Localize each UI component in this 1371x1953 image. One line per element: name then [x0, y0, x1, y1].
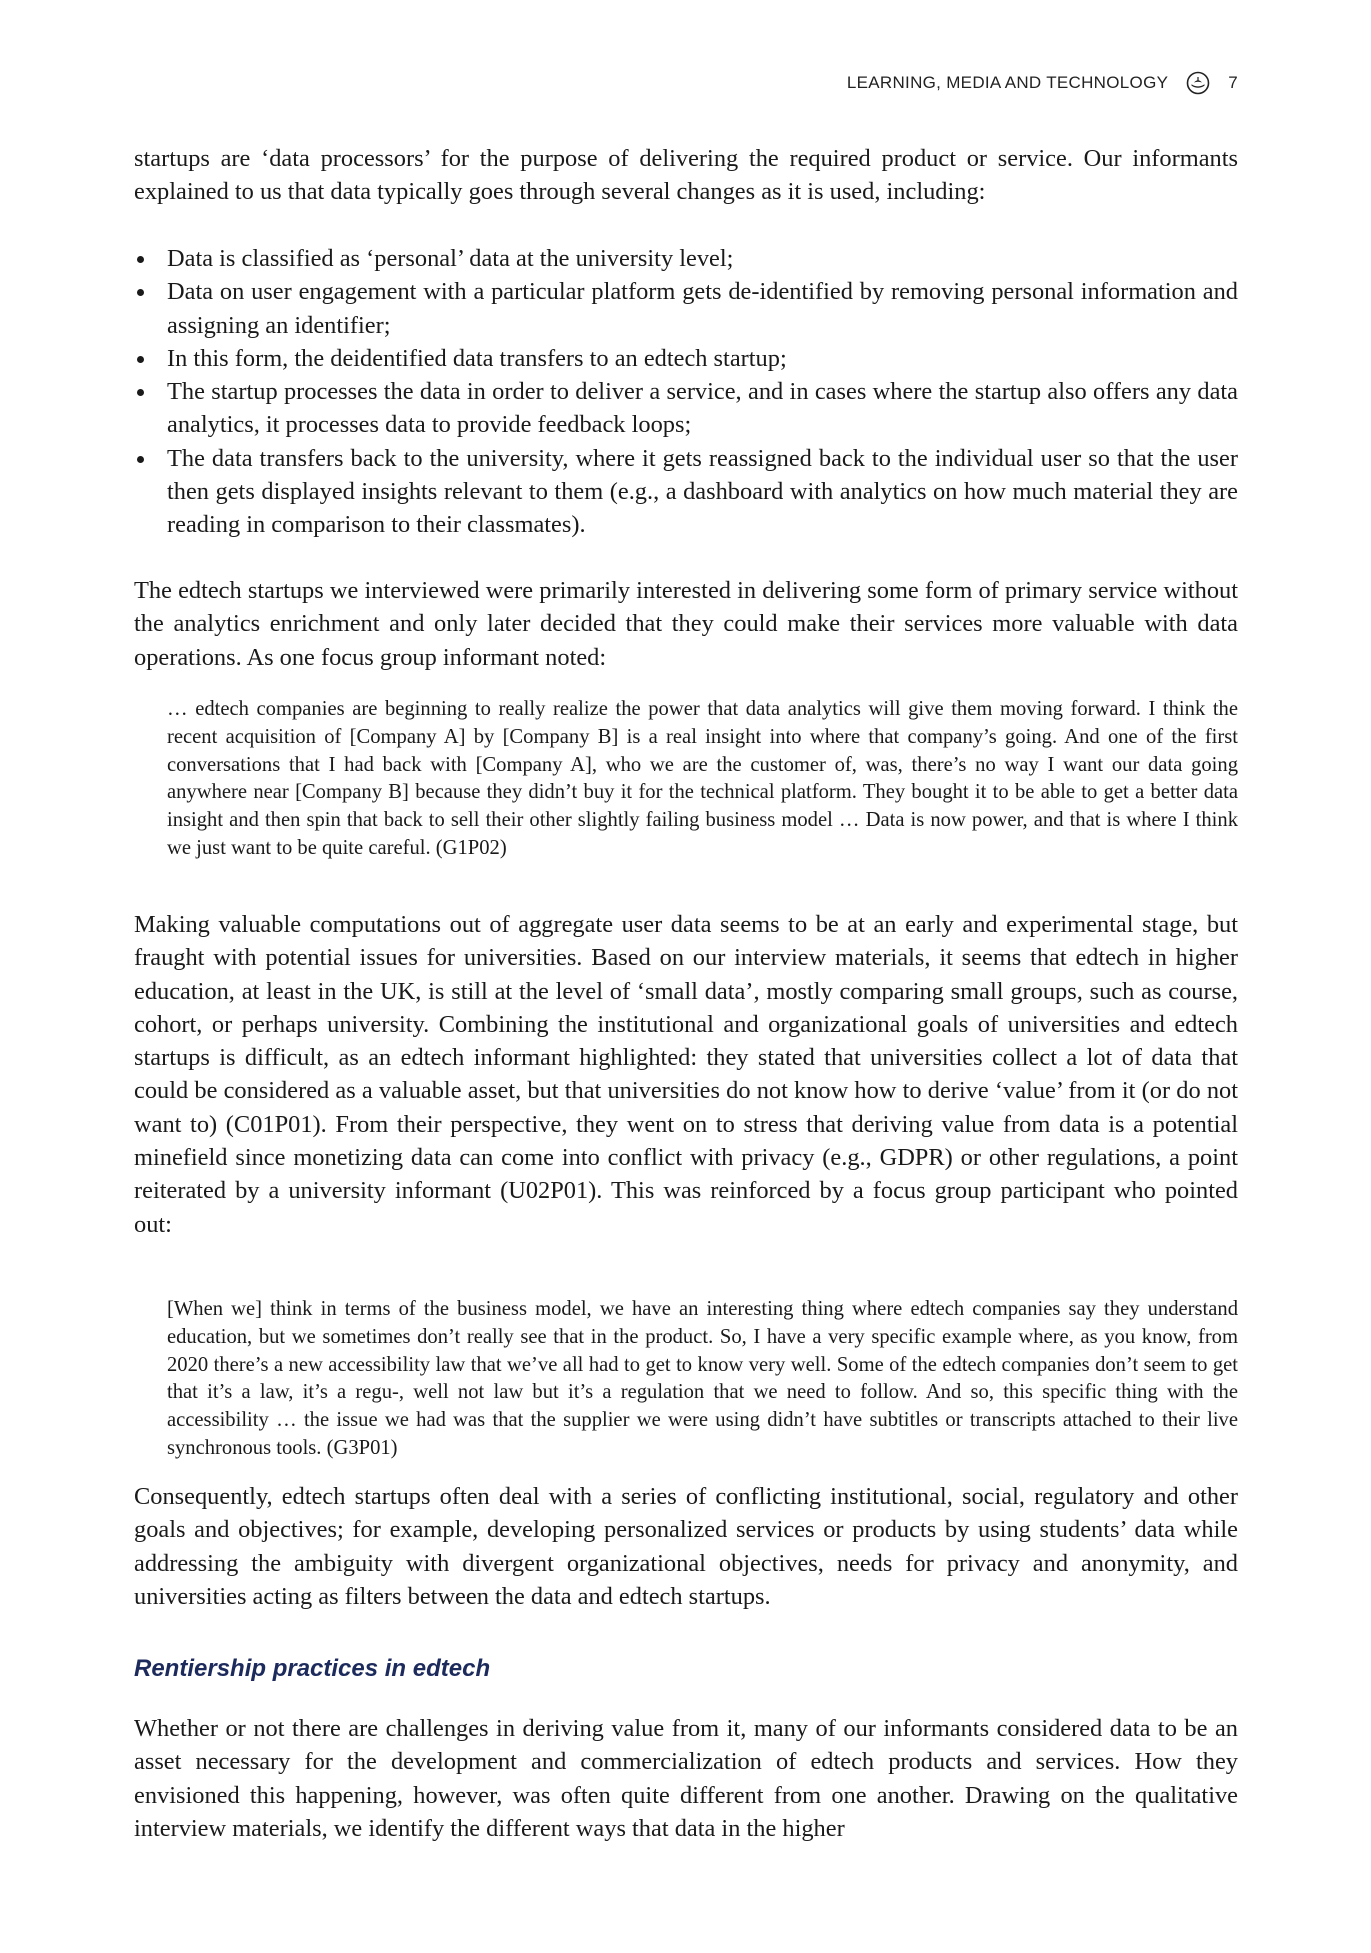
block-quote-2: [When we] think in terms of the business model, we have an interesting thing where edtech companies say they understand education, but we sometimes don’t really see that in the product. So, I have a very specific example where, as you know, from 2020 there’s a new accessibility law that we’ve all had to get to know very well. Some of the edtech companies don’t seem to get that it’s a law, it’s a regu-, well not law but it’s a regulation that we need to follow. And so, this specific thing with the accessibility … the issue we had was that the supplier we were using didn’t have subtitles or transcripts attached to their live synchronous tools. (G3P01): [167, 1298, 1238, 1459]
paragraph-4: Consequently, edtech startups often deal with a series of conflicting institutional, social, regulatory and other goals and objectives; for example, developing personalized services or products by using students’ data while addressing the ambiguity with divergent organizational objectives, needs for privacy and anonymity, and universities acting as filters between the data and edtech startups.: [134, 1483, 1238, 1610]
journal-name: LEARNING, MEDIA AND TECHNOLOGY: [846, 73, 1169, 92]
bullet-list: [134, 242, 1238, 542]
list-item: Data is classified as ‘personal’ data at the university level;: [134, 242, 1238, 275]
paragraph-2: The edtech startups we interviewed were primarily interested in delivering some form of primary service without the analytics enrichment and only later decided that they could make their services more valuable with data operations. As one focus group informant noted:: [134, 577, 1238, 671]
section-heading: Rentiership practices in edtech: [134, 1655, 491, 1682]
list-item: Data on user engagement with a particular platform gets de-identified by removing personal information and assigning an identifier;: [134, 275, 1238, 342]
page-number: 7: [1228, 73, 1238, 92]
block-quote-1: … edtech companies are beginning to really realize the power that data analytics will give them moving forward. I think the recent acquisition of [Company A] by [Company B] is a real insight into where that company’s going. And one of the first conversations that I had back with [Company A], who we are the customer of, was, there’s no way I want our data going anywhere near [Company B] because they didn’t buy it for the technical platform. They bought it to be able to get a better data insight and then spin that back to sell their other slightly failing business model … Data is now power, and that is where I think we just want to be quite careful. (G1P02): [167, 698, 1238, 859]
paragraph-3: Making valuable computations out of aggregate user data seems to be at an early and experimental stage, but fraught with potential issues for universities. Based on our interview materials, it seems that edtech in higher education, at least in the UK, is still at the level of ‘small data’, mostly comparing small groups, such as course, cohort, or perhaps university. Combining the institutional and organizational goals of universities and edtech startups is difficult, as an edtech informant highlighted: they stated that universities collect a lot of data that could be considered as a valuable asset, but that universities do not know how to derive ‘value’ from it (or do not want to) (C01P01). From their perspective, they went on to stress that deriving value from data is a potential minefield since monetizing data can come into conflict with privacy (e.g., GDPR) or other regulations, a point reiterated by a university informant (U02P01). This was reinforced by a focus group participant who pointed out:: [134, 911, 1238, 1238]
running-head: [847, 71, 1238, 95]
publisher-logo-icon: [1186, 71, 1210, 95]
list-item: In this form, the deidentified data transfers to an edtech startup;: [134, 342, 1238, 375]
list-item: The data transfers back to the university, where it gets reassigned back to the individual user so that the user then gets displayed insights relevant to them (e.g., a dashboard with analytics on how much material they are reading in comparison to their classmates).: [134, 442, 1238, 542]
paragraph-5: Whether or not there are challenges in deriving value from it, many of our informants considered data to be an asset necessary for the development and commercialization of edtech products and services. How they envisioned this happening, however, was often quite different from one another. Drawing on the qualitative interview materials, we identify the different ways that data in the higher: [134, 1715, 1238, 1842]
paragraph-1: startups are ‘data processors’ for the purpose of delivering the required product or service. Our informants explained to us that data typically goes through several changes as it is used, including:: [134, 145, 1238, 206]
list-item: The startup processes the data in order to deliver a service, and in cases where the startup also offers any data analytics, it processes data to provide feedback loops;: [134, 375, 1238, 442]
